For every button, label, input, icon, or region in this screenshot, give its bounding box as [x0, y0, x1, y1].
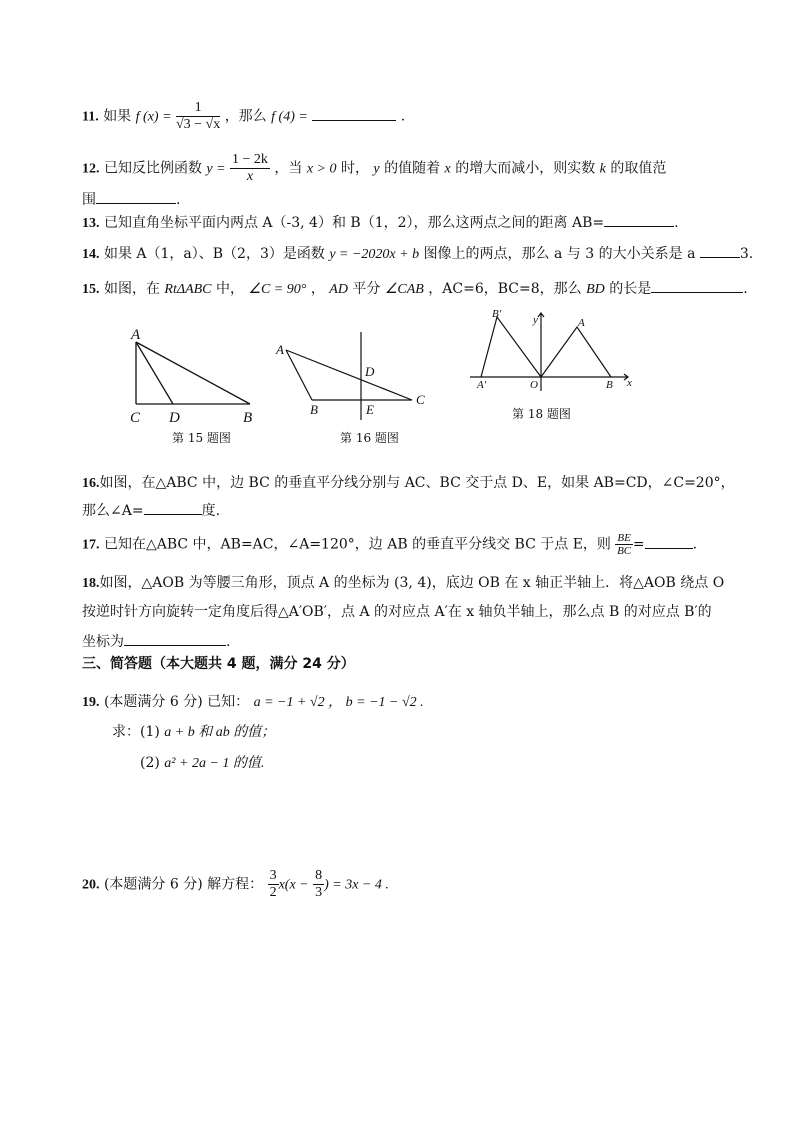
question-12	[82, 152, 666, 185]
text: 那么∠A=	[82, 503, 144, 519]
edge-ac	[286, 350, 412, 400]
label-y: y	[533, 314, 538, 326]
formula: x(x −	[278, 877, 309, 893]
question-number: 18.	[82, 576, 100, 591]
text: 的长是	[609, 281, 652, 297]
triangle-a-prime-o-b-prime	[481, 317, 541, 377]
question-number: 20.	[82, 877, 100, 893]
formula: AD	[329, 282, 348, 297]
numerator: 3	[269, 868, 277, 883]
answer-blank[interactable]	[124, 631, 226, 646]
figure-18-caption: 第 18 题图	[512, 407, 571, 421]
fraction	[176, 100, 220, 133]
text: 3.	[739, 246, 754, 262]
question-number: 17.	[82, 537, 100, 553]
text: 已知反比例函数	[103, 160, 202, 177]
text: 如果 A（1，a）、B（2，3）是函数	[103, 246, 325, 262]
formula: RtΔABC	[164, 282, 212, 297]
label-b-prime: B′	[492, 308, 502, 320]
formula: BD	[586, 282, 605, 297]
text: .	[743, 281, 748, 297]
formula: ∠C = 90°	[248, 282, 307, 297]
denominator: x	[246, 169, 254, 184]
question-19	[82, 692, 424, 713]
answer-blank[interactable]	[144, 500, 202, 515]
formula: x > 0	[306, 161, 337, 177]
formula: y =	[206, 161, 226, 177]
label-d: D	[169, 410, 180, 426]
denominator: BC	[617, 545, 632, 557]
answer-blank[interactable]	[96, 189, 176, 204]
denominator: 3	[315, 885, 323, 900]
text: ，AC=6，BC=8，那么	[428, 281, 582, 297]
edge-ab	[286, 350, 312, 400]
fraction	[313, 868, 324, 901]
question-16-line2	[82, 500, 220, 521]
label-b: B	[310, 402, 318, 417]
formula: ) = 3x − 4 .	[324, 877, 389, 893]
question-18	[82, 573, 724, 594]
text: 图像上的两点，那么 a 与 3 的大小关系是 a	[423, 246, 696, 262]
figure-18	[470, 305, 640, 397]
text: ，	[310, 281, 325, 297]
text: 坐标为	[82, 634, 124, 650]
text: 已知在△ABC 中，AB=AC，∠A=120°，边 AB 的垂直平分线交 BC 于点 E，则	[103, 536, 611, 553]
label-d: D	[365, 364, 375, 379]
label-c: C	[130, 410, 141, 426]
question-number: 11.	[82, 109, 99, 125]
question-number: 14.	[82, 247, 100, 262]
text: ，当	[274, 160, 303, 177]
text: (本题满分 6 分) 已知：	[103, 694, 250, 710]
question-number: 15.	[82, 282, 100, 297]
figure-16-caption: 第 16 题图	[340, 431, 399, 445]
answer-blank[interactable]	[700, 243, 740, 258]
numerator: 8	[315, 868, 323, 883]
text: (2)	[140, 755, 160, 771]
formula: f (x) =	[135, 109, 172, 125]
question-19-part1	[112, 722, 275, 743]
question-18-line3	[82, 631, 230, 652]
formula: y = −2020x + b	[329, 247, 420, 262]
text: 时，	[340, 160, 369, 177]
question-19-part2	[140, 753, 264, 774]
text: .	[674, 215, 679, 231]
formula: a = −1 + √2 ， b = −1 − √2 .	[253, 695, 424, 710]
numerator: 1	[176, 100, 220, 117]
answer-blank[interactable]	[651, 278, 743, 293]
fraction	[615, 532, 632, 557]
numerator: BE	[617, 532, 631, 544]
question-number: 13.	[82, 216, 100, 231]
figure-16	[272, 330, 432, 425]
var: k	[599, 161, 606, 177]
question-20	[82, 868, 389, 901]
figure-15	[125, 325, 265, 430]
answer-blank[interactable]	[645, 534, 693, 549]
text: .	[400, 108, 406, 125]
question-17	[82, 532, 697, 557]
text: .	[176, 192, 181, 208]
label-a-prime: A′	[477, 379, 487, 391]
question-number: 16.	[82, 476, 100, 491]
label-a: A	[131, 327, 141, 343]
text: 如果	[103, 108, 132, 125]
label-c: C	[416, 392, 425, 407]
figure-15-caption: 第 15 题图	[172, 431, 231, 445]
text: 如图，在	[103, 281, 160, 297]
text: 平分	[352, 281, 381, 297]
text: 已知直角坐标平面内两点 A（-3, 4）和 B（1，2），那么这两点之间的距离 AB=	[103, 215, 605, 231]
question-13	[82, 212, 679, 234]
segment-ad	[136, 342, 173, 404]
label-e: E	[366, 402, 374, 417]
text: 围	[82, 192, 96, 208]
section-heading: 三、简答题（本大题共 4 题，满分 24 分）	[82, 656, 355, 672]
question-18-line2	[82, 602, 712, 622]
text: 的增大而减小，则实数	[455, 160, 596, 177]
fraction	[268, 868, 279, 901]
var: y	[373, 161, 380, 177]
question-12-line2	[82, 189, 180, 210]
denominator: 2	[269, 885, 277, 900]
denominator: √3 − √x	[175, 117, 221, 132]
text: 的值随着	[384, 160, 441, 177]
text: 按逆时针方向旋转一定角度后得△A′OB′，点 A 的对应点 A′在 x 轴负半轴上，那么点 B 的对应点 B′的	[82, 604, 712, 620]
numerator: 1 − 2k	[232, 152, 268, 167]
triangle-aob	[541, 327, 611, 377]
label-x: x	[627, 377, 632, 389]
question-14	[82, 243, 753, 265]
text: 的取值范	[610, 160, 667, 177]
text: 求：(1)	[112, 724, 160, 740]
formula: ∠CAB	[384, 282, 424, 297]
text: 如图，在△ABC 中，边 BC 的垂直平分线分别与 AC、BC 交于点 D、E，如果 AB=CD，∠C=20°，	[99, 475, 735, 491]
formula: a + b 和 ab 的值；	[164, 725, 276, 740]
label-a: A	[276, 342, 284, 357]
answer-blank[interactable]	[604, 212, 674, 227]
question-number: 19.	[82, 695, 100, 710]
edge-ab	[136, 342, 250, 404]
text: 中，	[215, 281, 244, 297]
var: x	[444, 161, 451, 177]
text: .	[226, 634, 231, 650]
formula: f (4) =	[271, 109, 308, 125]
question-16	[82, 473, 735, 494]
fraction	[230, 152, 270, 185]
text: 如图，△AOB 为等腰三角形，顶点 A 的坐标为 (3, 4)，底边 OB 在 x 轴正半轴上．将△AOB 绕点 O	[99, 575, 725, 591]
formula: a² + 2a − 1 的值.	[164, 756, 265, 771]
question-number: 12.	[82, 161, 100, 177]
answer-blank[interactable]	[312, 106, 396, 121]
label-b: B	[243, 410, 253, 426]
text: .	[692, 536, 698, 553]
text: (本题满分 6 分) 解方程：	[103, 876, 264, 893]
question-11	[82, 100, 405, 133]
label-a: A	[578, 317, 585, 329]
text: 度.	[201, 503, 221, 519]
text: =	[632, 536, 645, 553]
label-o: O	[530, 379, 538, 391]
question-15	[82, 278, 748, 300]
text: ，那么	[224, 108, 267, 125]
label-b: B	[606, 379, 613, 391]
